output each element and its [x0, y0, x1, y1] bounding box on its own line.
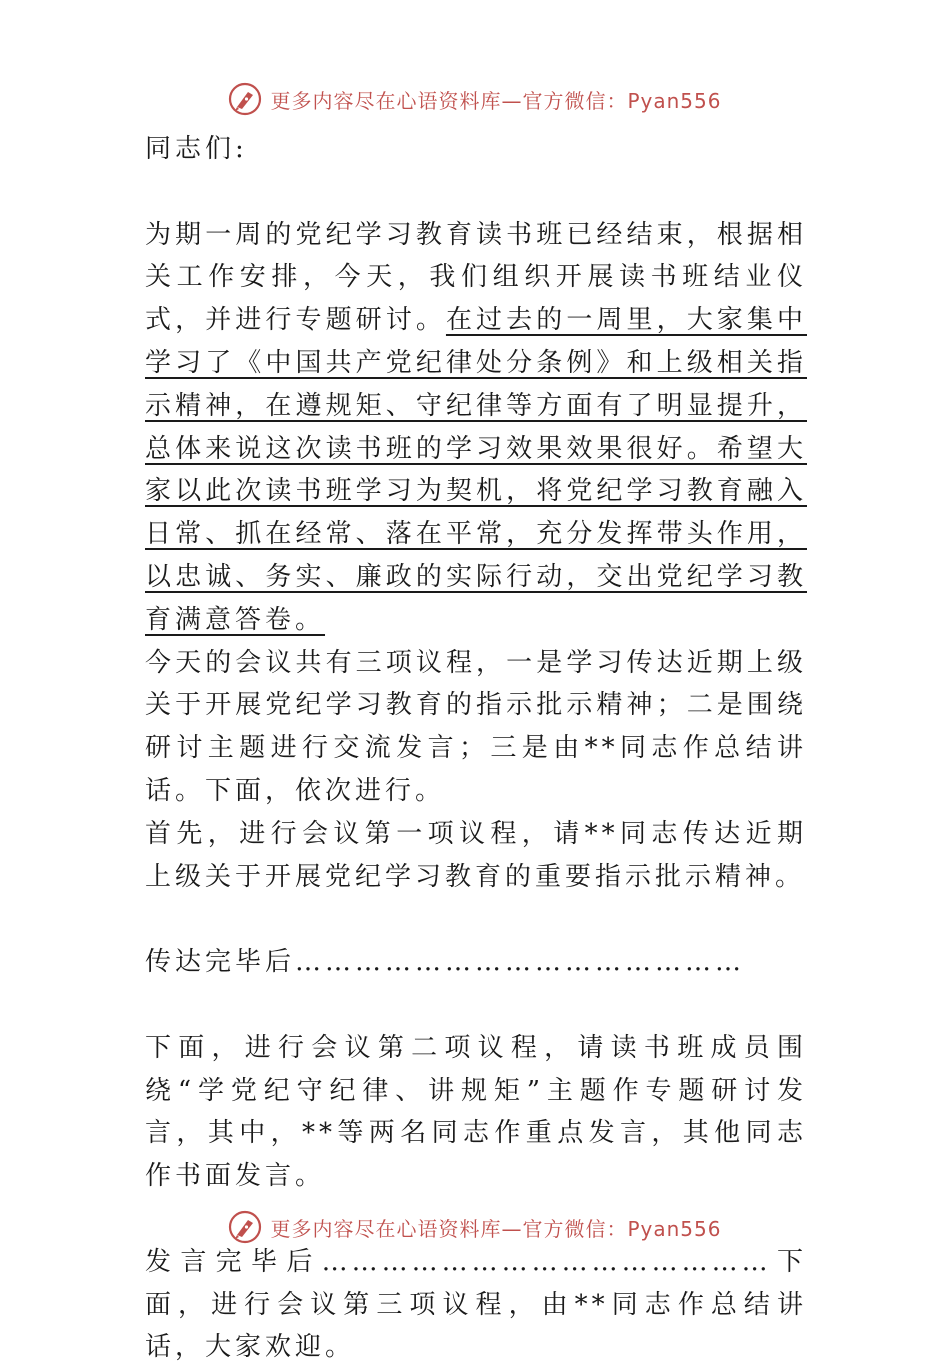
pen-nib-logo [228, 82, 262, 116]
paragraph-opening [145, 214, 807, 642]
salutation: 同志们: [145, 134, 248, 164]
paragraph-first-item: 首先，进行会议第一项议程，请**同志传达近期上级关于开展党纪学习教育的重要指示批示精神。 [145, 818, 807, 892]
watermark-text: 更多内容尽在心语资料库—官方微信：Pyan556 [270, 88, 722, 113]
paragraph-agenda: 今天的会议共有三项议程，一是学习传达近期上级关于开展党纪学习教育的指示批示精神；二是围绕研讨主题进行交流发言；三是由**同志作总结讲话。下面，依次进行。 [145, 647, 807, 806]
paragraph-after-relay: 传达完毕后……………………………………… [145, 947, 746, 978]
pen-nib-logo [228, 1210, 262, 1244]
watermark-text: 更多内容尽在心语资料库—官方微信：Pyan556 [270, 1216, 722, 1241]
document-body [145, 128, 807, 1369]
paragraph-second-item: 下面，进行会议第二项议程，请读书班成员围绕“学党纪守纪律、讲规矩”主题作专题研讨发言，其中，**等两名同志作重点发言，其他同志作书面发言。 [145, 1032, 807, 1192]
paragraph-third-item: 发言完毕后………………………………………下面，进行会议第三项议程，由**同志作总结讲话，大家欢迎。 [145, 1246, 807, 1363]
watermark-banner-top [0, 82, 950, 116]
opening-underlined-text: 在过去的一周里，大家集中学习了《中国共产党纪律处分条例》和上级相关指示精神，在遵规矩、守纪律等方面有了明显提升，总体来说这次读书班的学习效果效果很好。希望大家以此次读书班学习为契机，将党纪学习教育融入日常、抓在经常、落在平常，充分发挥带头作用，以忠诚、务实、廉政的实际行动，交出党纪学习教育满意答卷。 [145, 305, 807, 635]
opening-plain-text: 为期一周的党纪学习教育读书班已经结束，根据相关工作安排，今天，我们组织开展读书班结业仪式，并进行专题研讨。 [145, 219, 807, 336]
watermark-banner-bottom [0, 1210, 950, 1244]
